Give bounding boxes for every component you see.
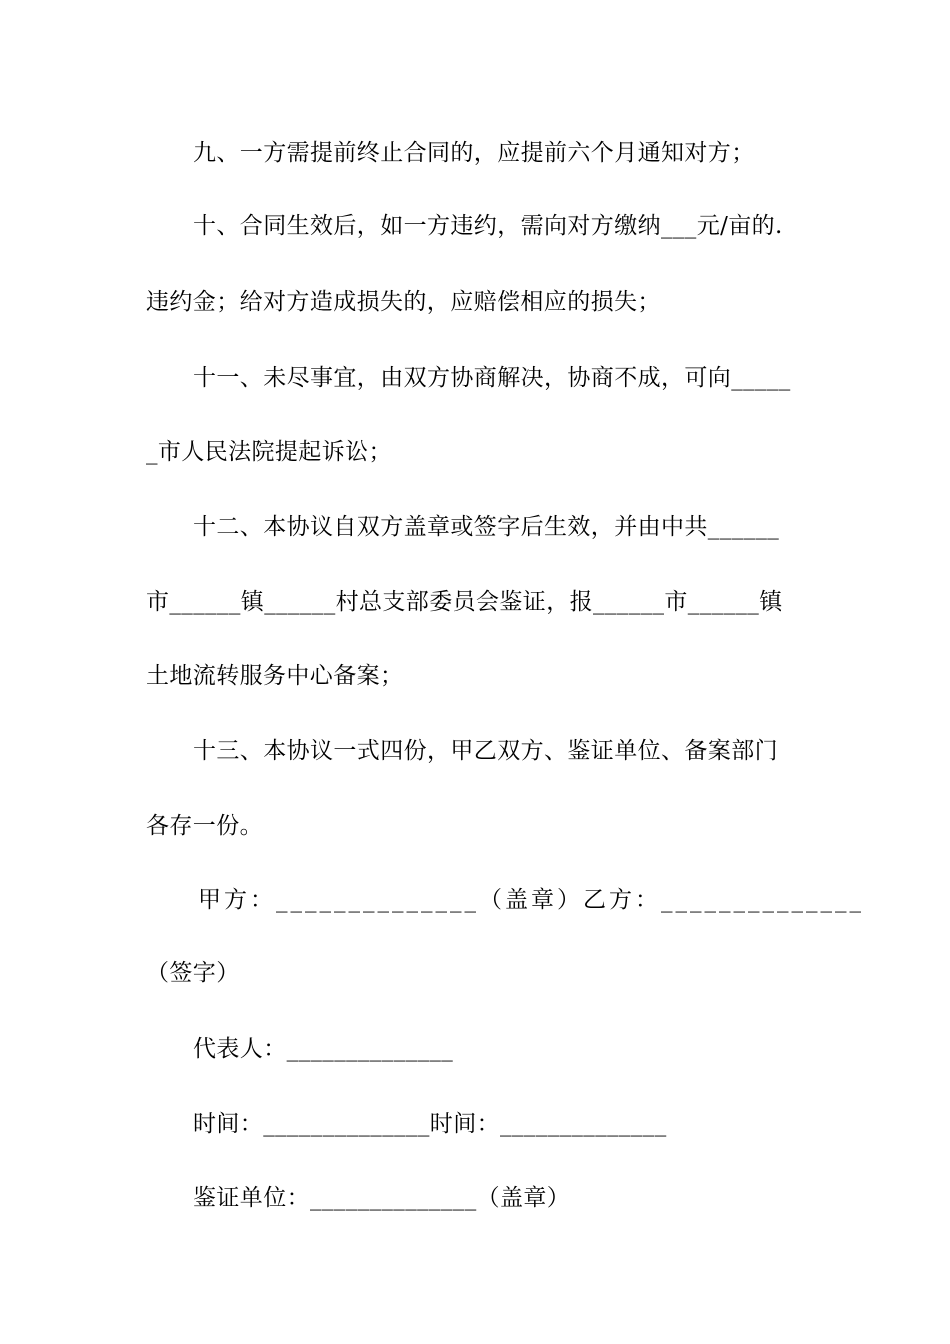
clause-12-line-3: 土地流转服务中心备案； — [146, 663, 404, 689]
clause-10-line-2: 违约金；给对方造成损失的，应赔偿相应的损失； — [146, 289, 661, 315]
clause-13-line-1: 十三、本协议一式四份，甲乙双方、鉴证单位、备案部门 — [193, 738, 778, 764]
signature-note: （签字） — [146, 960, 240, 986]
clause-11-line-1: 十一、未尽事宜，由双方协商解决，协商不成，可向_____ — [193, 365, 791, 391]
clause-10-line-1: 十、合同生效后，如一方违约，需向对方缴纳___元/亩的. — [193, 213, 783, 239]
representative-line: 代表人：______________ — [193, 1036, 454, 1062]
verifier-line: 鉴证单位：______________（盖章） — [193, 1185, 571, 1211]
party-signature-line: 甲方：______________（盖章）乙方：______________ — [198, 887, 864, 913]
clause-13-line-2: 各存一份。 — [146, 813, 263, 839]
clause-11-line-2: _市人民法院提起诉讼； — [146, 439, 392, 465]
time-line: 时间：______________时间：______________ — [193, 1111, 667, 1137]
clause-12-line-1: 十二、本协议自双方盖章或签字后生效，并由中共______ — [193, 514, 780, 540]
clause-9: 九、一方需提前终止合同的，应提前六个月通知对方； — [193, 140, 755, 166]
clause-12-line-2: 市______镇______村总支部委员会鉴证，报______市______镇 — [146, 589, 783, 615]
